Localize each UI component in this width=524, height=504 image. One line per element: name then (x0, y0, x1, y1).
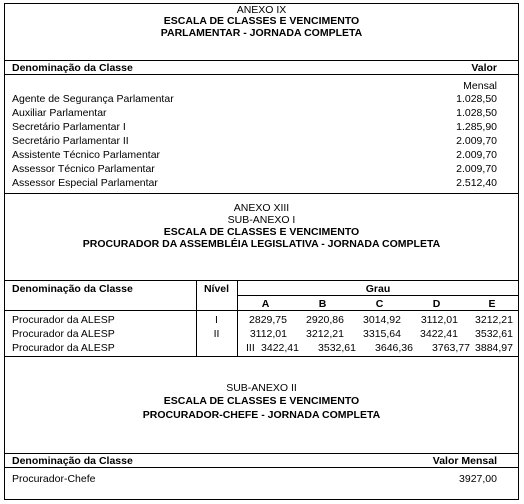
divider (5, 280, 518, 281)
annex13-subheading: SUB-ANEXO I (227, 214, 296, 226)
table-cell-class: Secretário Parlamentar I (12, 121, 126, 133)
table-cell-value: 1.028,50 (456, 107, 497, 119)
annex13-grade-b: B (318, 298, 327, 310)
table-cell-value: 1.285,90 (456, 121, 497, 133)
annex13-grade-c: C (375, 298, 384, 310)
divider (5, 453, 518, 454)
document-frame (4, 3, 519, 500)
table-cell-value: 3212,21 (475, 314, 513, 326)
table-cell-value: 3884,97 (475, 342, 513, 354)
table-cell-value: 2829,75 (249, 314, 287, 326)
annex9-title-1: ESCALA DE CLASSES E VENCIMENTO (163, 15, 360, 27)
annex13-col-class: Denominação da Classe (12, 283, 133, 295)
table-cell-class: Procurador-Chefe (12, 473, 96, 485)
subannex2-heading: SUB-ANEXO II (226, 382, 297, 394)
table-cell-value: 2.512,40 (456, 177, 497, 189)
table-cell-value: 3112,01 (249, 328, 287, 340)
annex13-title-2: PROCURADOR DA ASSEMBLÉIA LEGISLATIVA - JORNADA COMPLETA (82, 238, 441, 250)
table-cell-value: 2920,86 (306, 314, 344, 326)
divider (5, 60, 518, 61)
table-cell-level: I (215, 314, 218, 326)
table-cell-class: Procurador da ALESP (12, 314, 115, 326)
annex9-col-class: Denominação da Classe (12, 62, 133, 74)
annex13-title-1: ESCALA DE CLASSES E VENCIMENTO (163, 226, 360, 238)
table-cell-class: Auxiliar Parlamentar (12, 107, 107, 119)
table-cell-value: 3422,41 (261, 342, 299, 354)
subannex2-title-2: PROCURADOR-CHEFE - JORNADA COMPLETA (142, 409, 381, 421)
divider (5, 193, 518, 194)
table-cell-value: 3763,77 (432, 342, 470, 354)
table-cell-class: Procurador da ALESP (12, 328, 115, 340)
table-cell-value: 3927,00 (459, 473, 497, 485)
table-cell-value: 3422,41 (420, 328, 458, 340)
divider (5, 310, 518, 311)
annex9-heading: ANEXO IX (236, 4, 287, 16)
table-cell-value: 2.009,70 (456, 163, 497, 175)
annex13-grade-d: D (432, 298, 441, 310)
table-cell-class: Assessor Técnico Parlamentar (12, 163, 155, 175)
subannex2-col-class: Denominação da Classe (12, 455, 133, 467)
divider (5, 467, 518, 468)
divider (237, 295, 518, 296)
annex13-col-level: Nível (203, 283, 230, 295)
subannex2-title-1: ESCALA DE CLASSES E VENCIMENTO (163, 395, 360, 407)
table-cell-level: II (213, 328, 220, 340)
table-cell-value: 2.009,70 (456, 149, 497, 161)
annex9-title-2: PARLAMENTAR - JORNADA COMPLETA (160, 27, 363, 39)
table-cell-value: 3532,61 (475, 328, 513, 340)
table-cell-value: 2.009,70 (456, 135, 497, 147)
table-cell-class: Secretário Parlamentar II (12, 135, 129, 147)
table-cell-level: III (246, 342, 255, 354)
annex13-grade-e: E (488, 298, 496, 310)
table-cell-class: Agente de Segurança Parlamentar (12, 93, 174, 105)
table-cell-value: 1.028,50 (456, 93, 497, 105)
table-cell-class: Procurador da ALESP (12, 342, 115, 354)
table-cell-value: 3212,21 (306, 328, 344, 340)
annex9-col-value-sub: Mensal (463, 80, 497, 92)
divider (5, 74, 518, 75)
table-cell-value: 3646,36 (375, 342, 413, 354)
annex13-grade-a: A (261, 298, 270, 310)
subannex2-col-value: Valor Mensal (432, 455, 497, 467)
table-cell-value: 3014,92 (363, 314, 401, 326)
table-cell-value: 3315,64 (363, 328, 401, 340)
annex9-col-value: Valor (471, 62, 497, 74)
annex13-col-grade: Grau (365, 283, 391, 295)
divider (5, 356, 518, 357)
table-cell-value: 3112,01 (420, 314, 458, 326)
table-cell-value: 3532,61 (318, 342, 356, 354)
table-cell-class: Assessor Especial Parlamentar (12, 177, 158, 189)
table-cell-class: Assistente Técnico Parlamentar (12, 149, 161, 161)
annex13-heading: ANEXO XIII (233, 202, 290, 214)
